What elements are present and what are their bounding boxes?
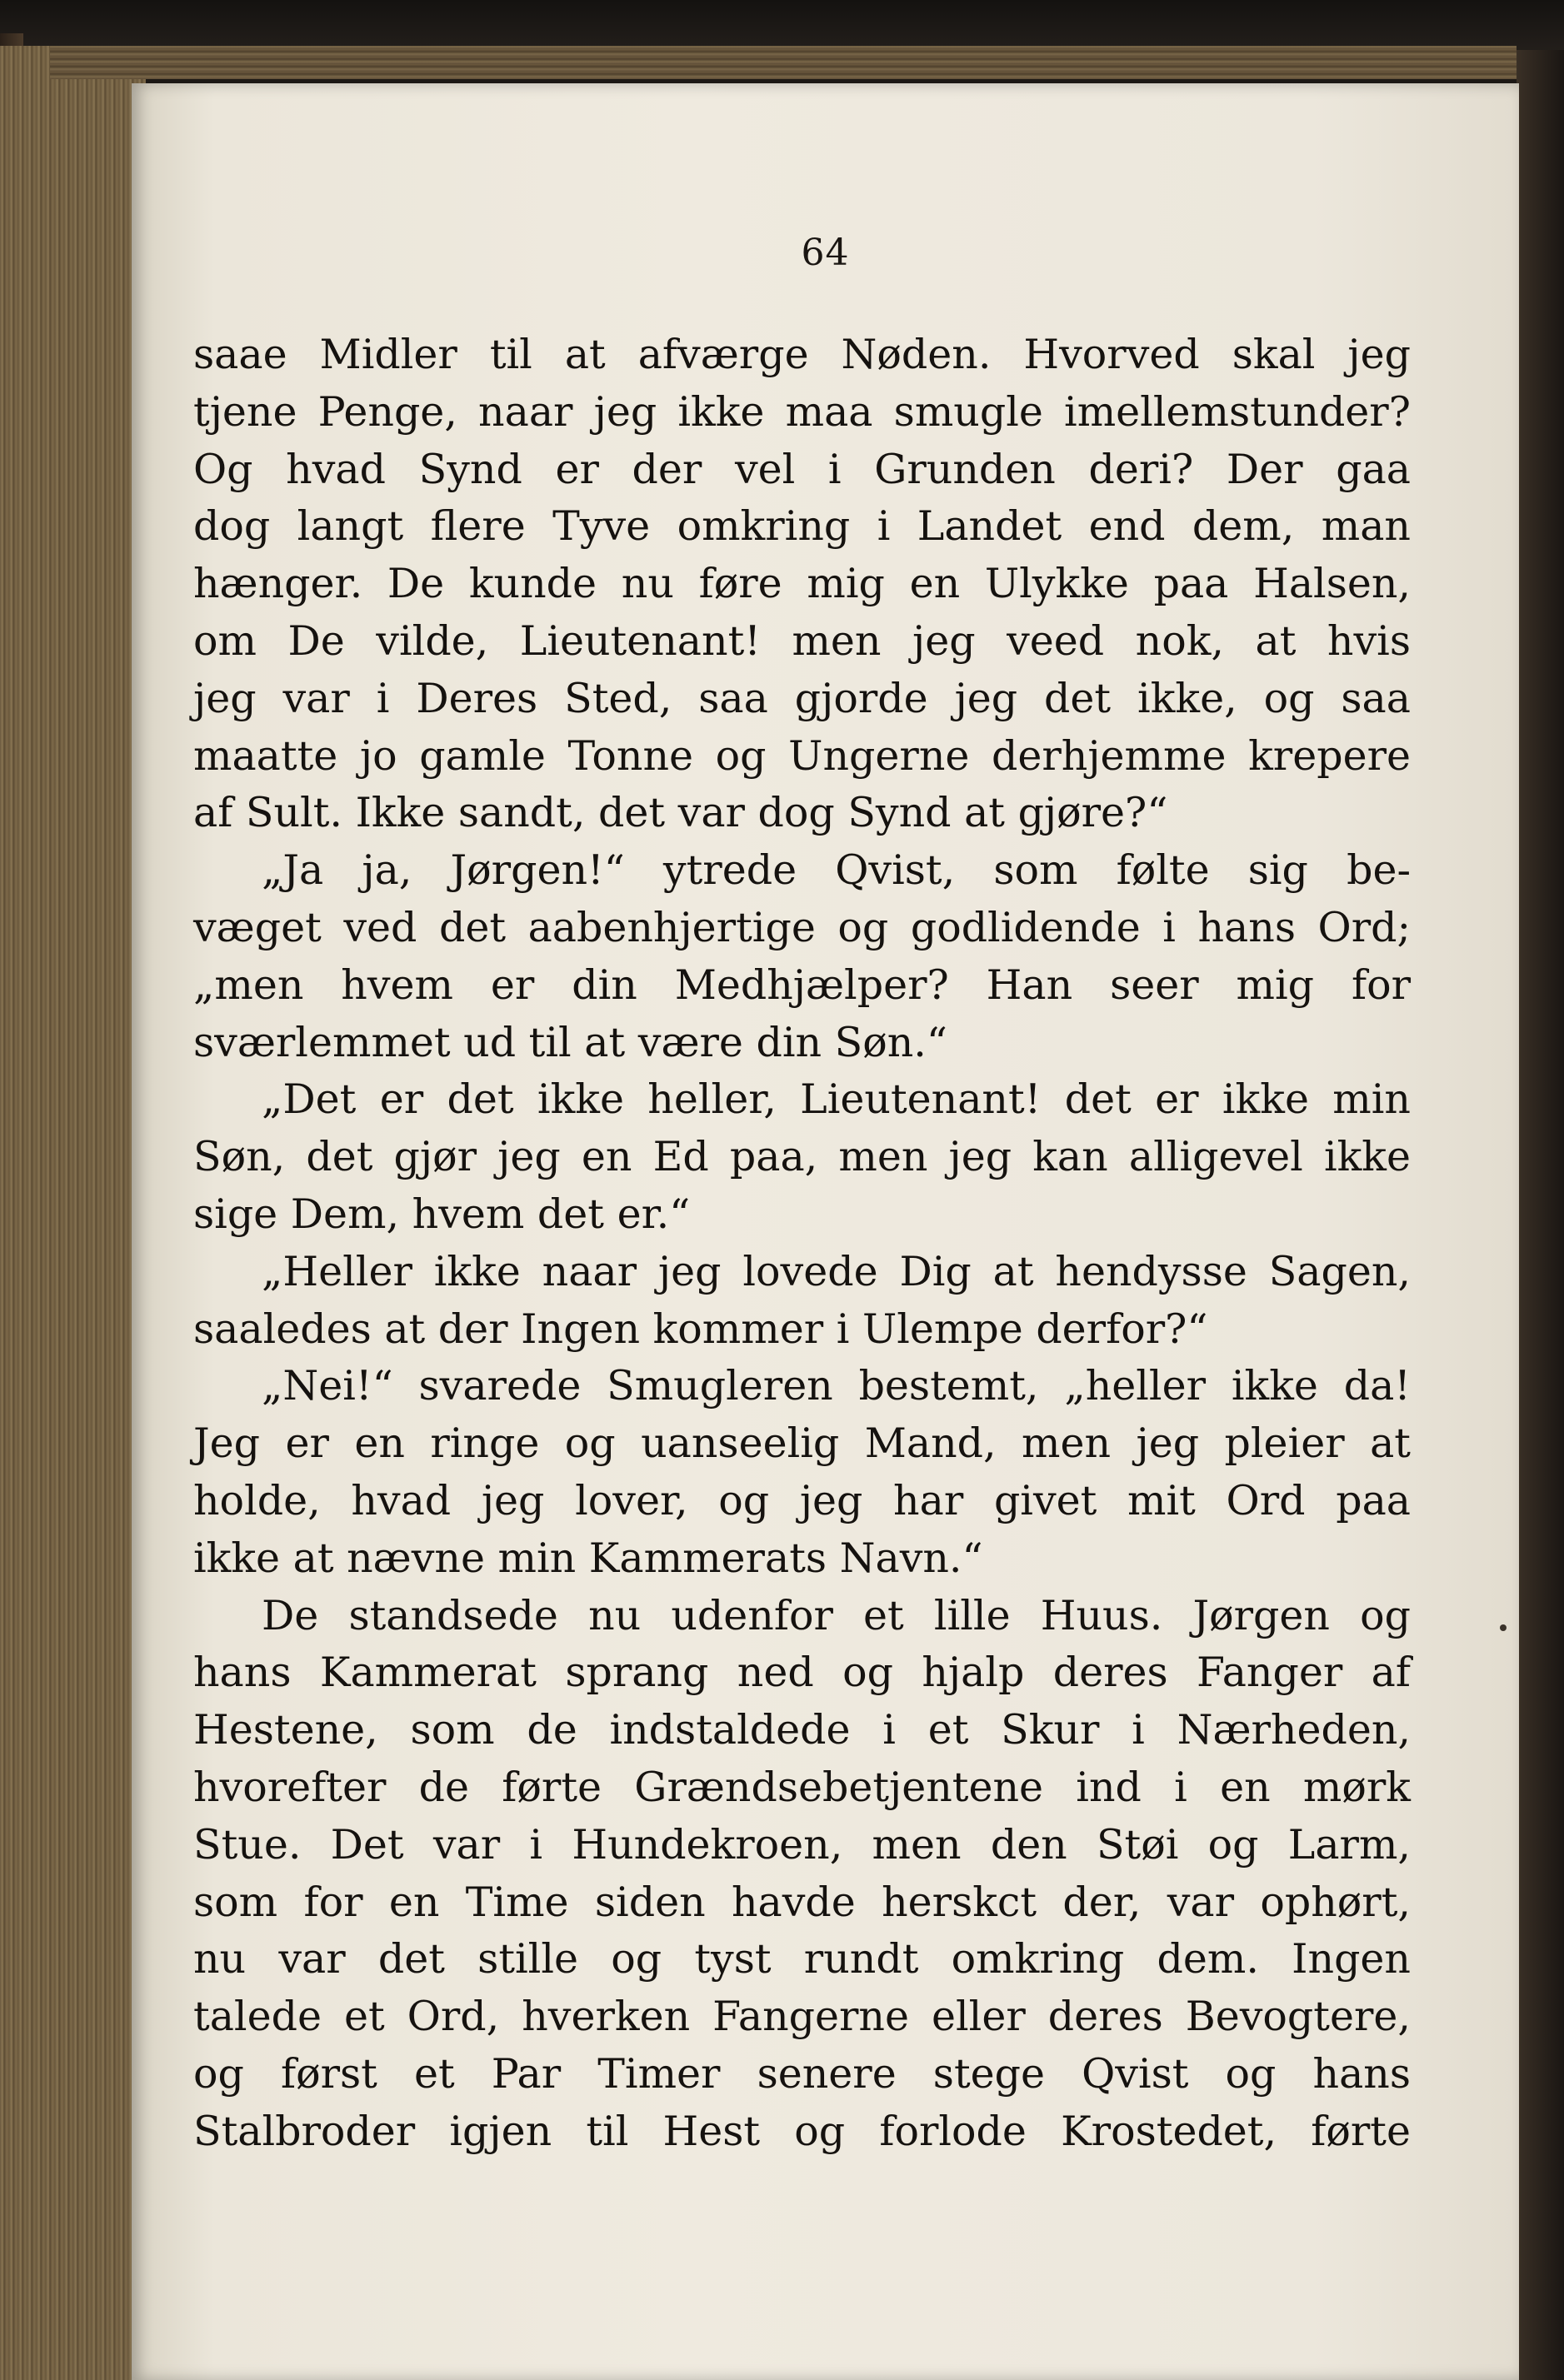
- text-line: maatte jo gamle Tonne og Ungerne derhjemme krepere: [193, 731, 1411, 780]
- text-line: som for en Time siden havde herskct der, var ophørt,: [193, 1878, 1411, 1926]
- text-line: Stalbroder igjen til Hest og forlode Krostedet, førte: [193, 2107, 1411, 2155]
- text-line: af Sult. Ikke sandt, det var dog Synd at gjøre?“: [193, 789, 1168, 837]
- page-stack-top-edges: [50, 46, 1517, 79]
- text-line: væget ved det aabenhjertige og godlidende i hans Ord;: [193, 903, 1411, 951]
- text-line: Hestene, som de indstaldede i et Skur i Nærheden,: [193, 1706, 1411, 1754]
- text-line: De standsede nu udenfor et lille Huus. Jørgen og: [262, 1591, 1411, 1639]
- page-speck: [1500, 1624, 1507, 1631]
- text-line: hænger. De kunde nu føre mig en Ulykke paa Halsen,: [193, 560, 1411, 608]
- text-line: „Det er det ikke heller, Lieutenant! det er ikke min: [262, 1075, 1411, 1124]
- text-line: Stue. Det var i Hundekroen, men den Støi og Larm,: [193, 1820, 1411, 1869]
- text-line: sige Dem, hvem det er.“: [193, 1190, 691, 1238]
- text-line: tjene Penge, naar jeg ikke maa smugle imellemstunder?: [193, 387, 1411, 436]
- text-line: Og hvad Synd er der vel i Grunden deri? Der gaa: [193, 445, 1411, 493]
- text-line: hans Kammerat sprang ned og hjalp deres Fanger af: [193, 1649, 1411, 1697]
- text-line: hvorefter de førte Grændsebetjentene ind i en mørk: [193, 1763, 1411, 1811]
- text-line: „Heller ikke naar jeg lovede Dig at hendysse Sagen,: [262, 1247, 1411, 1295]
- text-line: „Nei!“ svarede Smugleren bestemt, „heller ikke da!: [262, 1362, 1411, 1410]
- text-line: nu var det stille og tyst rundt omkring dem. Ingen: [193, 1935, 1411, 1983]
- text-line: „Ja ja, Jørgen!“ ytrede Qvist, som følte sig be-: [262, 846, 1411, 895]
- text-line: dog langt flere Tyve omkring i Landet end dem, man: [193, 502, 1411, 551]
- text-line: jeg var i Deres Sted, saa gjorde jeg det ikke, og saa: [193, 674, 1411, 722]
- text-line: saaledes at der Ingen kommer i Ulempe derfor?“: [193, 1305, 1208, 1353]
- text-line: Søn, det gjør jeg en Ed paa, men jeg kan alligevel ikke: [193, 1133, 1411, 1181]
- text-line: Jeg er en ringe og uanseelig Mand, men jeg pleier at: [193, 1420, 1411, 1468]
- page-stack-edges: [0, 46, 146, 2380]
- page-number: 64: [801, 232, 850, 274]
- text-line: holde, hvad jeg lover, og jeg har givet mit Ord paa: [193, 1476, 1411, 1524]
- right-page-shadow: [1517, 50, 1564, 2380]
- text-line: sværlemmet ud til at være din Søn.“: [193, 1018, 947, 1066]
- text-line: ikke at nævne min Kammerats Navn.“: [193, 1534, 983, 1582]
- page-body-text: [193, 327, 1411, 2161]
- text-line: og først et Par Timer senere stege Qvist og hans: [193, 2049, 1411, 2098]
- text-line: talede et Ord, hverken Fangerne eller deres Bevogtere,: [193, 1993, 1411, 2041]
- text-line: „men hvem er din Medhjælper? Han seer mig for: [193, 960, 1411, 1009]
- text-line: saae Midler til at afværge Nøden. Hvorved skal jeg: [193, 331, 1411, 378]
- text-line: om De vilde, Lieutenant! men jeg veed nok, at hvis: [193, 616, 1411, 665]
